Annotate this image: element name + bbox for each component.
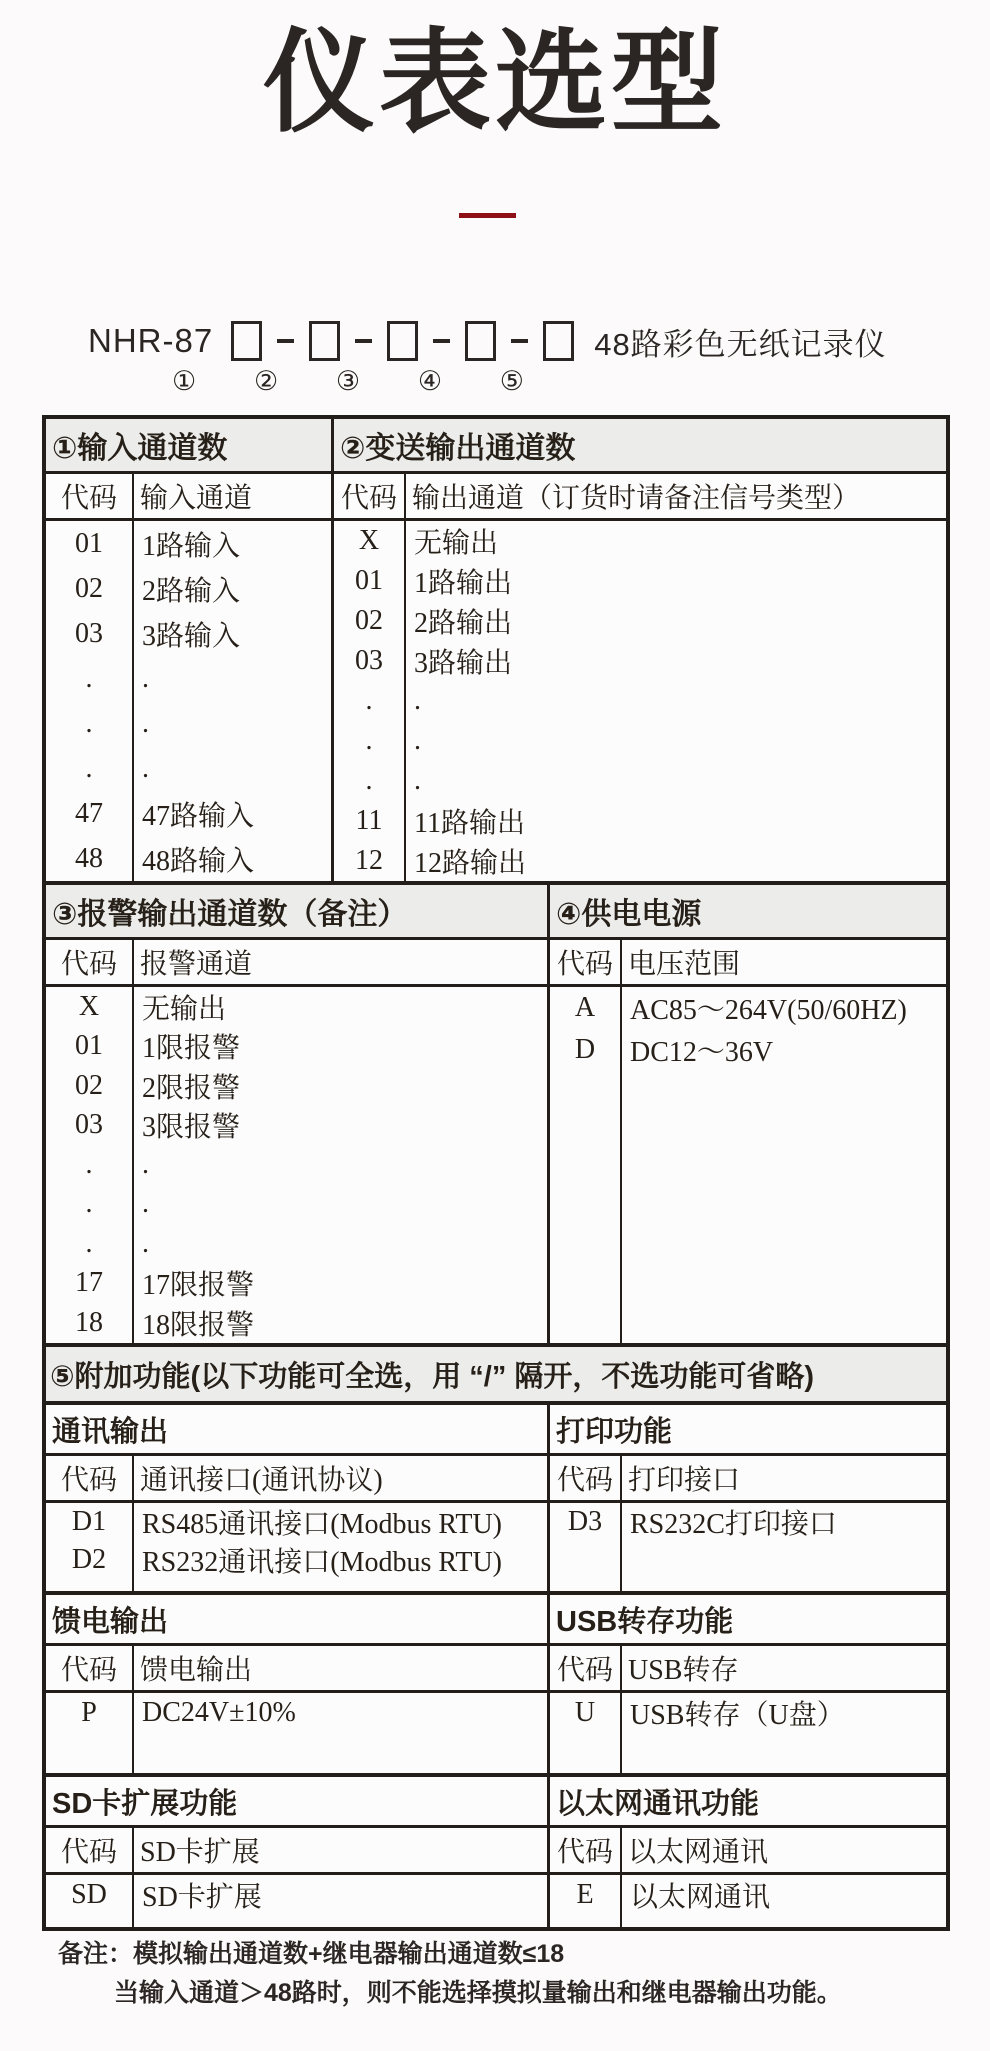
desc-cell: RS485通讯接口(Modbus RTU) xyxy=(142,1509,503,1540)
desc-cell: 无输出 xyxy=(142,993,227,1025)
code-cell: X xyxy=(358,525,380,556)
table-row xyxy=(334,801,946,841)
table-header xyxy=(334,474,946,521)
table-body xyxy=(550,1503,946,1591)
desc-cell: . xyxy=(142,707,149,739)
table-row xyxy=(46,611,331,656)
section-alarm-output-channels xyxy=(46,885,550,1343)
section-title: ①输入通道数 xyxy=(46,419,331,474)
position-marker-3: ③ xyxy=(335,366,361,396)
code-cell: 47 xyxy=(75,797,103,829)
position-markers xyxy=(172,366,524,397)
desc-cell: 2路输出 xyxy=(414,608,513,639)
table-row xyxy=(46,746,331,791)
section-usb-transfer xyxy=(550,1595,946,1773)
section-title: 馈电输出 xyxy=(46,1595,547,1646)
section-feed-output xyxy=(46,1595,550,1773)
table-header xyxy=(550,1646,946,1693)
section-title: ④供电电源 xyxy=(550,885,946,940)
section-title: USB转存功能 xyxy=(550,1595,946,1646)
table-body xyxy=(46,521,331,881)
table-row xyxy=(550,1693,946,1733)
code-cell: 48 xyxy=(75,842,103,874)
desc-cell: 1路输出 xyxy=(414,568,513,599)
table-body xyxy=(46,1875,547,1927)
code-cell: . xyxy=(365,725,373,756)
section-title: 打印功能 xyxy=(550,1405,946,1456)
code-cell: D2 xyxy=(71,1544,107,1575)
header-desc: SD卡扩展 xyxy=(140,1837,260,1868)
desc-cell: 以太网通讯 xyxy=(630,1882,771,1913)
table-row xyxy=(46,1027,547,1067)
desc-cell: . xyxy=(414,685,421,716)
table-row xyxy=(46,521,331,566)
code-cell: 03 xyxy=(355,645,383,676)
desc-cell: 2路输入 xyxy=(142,575,241,607)
desc-cell: 3路输出 xyxy=(414,648,513,679)
section-title: 通讯输出 xyxy=(46,1405,547,1456)
desc-cell: DC24V±10% xyxy=(142,1697,296,1728)
code-cell: 18 xyxy=(75,1306,103,1338)
code-cell: 17 xyxy=(75,1267,103,1299)
header-desc: 输入通道 xyxy=(140,483,253,514)
desc-cell: 3路输入 xyxy=(142,620,241,652)
desc-cell: 11路输出 xyxy=(414,808,525,839)
table-header xyxy=(550,1456,946,1503)
desc-cell: . xyxy=(142,1188,149,1220)
table-body xyxy=(334,521,946,881)
table-header xyxy=(46,1828,547,1875)
model-prefix: NHR-87 xyxy=(88,322,214,359)
table-body xyxy=(550,987,946,1343)
table-row xyxy=(46,1264,547,1304)
header-code: 代码 xyxy=(60,1465,117,1496)
table-row xyxy=(334,641,946,681)
section-sd-card xyxy=(46,1777,550,1927)
code-cell: . xyxy=(85,1188,93,1220)
table-row xyxy=(46,987,547,1027)
dash-separator xyxy=(433,339,450,343)
header-code: 代码 xyxy=(556,949,613,980)
footnotes xyxy=(58,1942,958,2006)
table-header xyxy=(46,1456,547,1503)
code-cell: . xyxy=(85,707,93,739)
code-cell: . xyxy=(85,662,93,694)
table-body xyxy=(550,1875,946,1927)
desc-cell: SD卡扩展 xyxy=(142,1882,262,1913)
section-title: ③报警输出通道数（备注） xyxy=(46,885,547,940)
section-power-supply xyxy=(550,885,946,1343)
dash-separator xyxy=(511,339,528,343)
desc-cell: RS232C打印接口 xyxy=(630,1509,837,1540)
code-cell: . xyxy=(365,765,373,796)
section-ethernet xyxy=(550,1777,946,1927)
header-desc: 通讯接口(通讯协议) xyxy=(140,1465,383,1496)
code-cell: 12 xyxy=(355,845,383,876)
table-row xyxy=(46,1541,547,1579)
section-transmit-output-channels xyxy=(334,419,946,881)
table-row xyxy=(334,681,946,721)
band-feed-usb xyxy=(46,1595,946,1777)
code-cell: D xyxy=(574,1034,596,1065)
desc-cell: DC12～36V xyxy=(630,1037,774,1068)
table-row xyxy=(334,601,946,641)
header-code: 代码 xyxy=(60,949,117,980)
section-input-channels xyxy=(46,419,334,881)
desc-cell: 17限报警 xyxy=(142,1270,255,1302)
table-row xyxy=(550,987,946,1029)
table-body xyxy=(46,1503,547,1591)
model-code-box-1 xyxy=(231,321,262,361)
code-cell: 02 xyxy=(75,572,103,604)
section-print-function xyxy=(550,1405,946,1591)
band-additional-functions-title xyxy=(46,1347,946,1405)
table-row xyxy=(46,1303,547,1343)
band-alarm-power xyxy=(46,885,946,1347)
code-cell: 01 xyxy=(75,1030,103,1062)
desc-cell: USB转存（U盘） xyxy=(630,1700,845,1731)
header-code: 代码 xyxy=(556,1837,613,1868)
page-title: 仪表选型 xyxy=(263,20,727,145)
model-code-box-2 xyxy=(309,321,340,361)
table-row xyxy=(550,1875,946,1915)
table-row xyxy=(46,1224,547,1264)
code-cell: 03 xyxy=(75,617,103,649)
position-marker-2: ② xyxy=(253,366,279,396)
table-row xyxy=(46,566,331,611)
code-cell: SD xyxy=(71,1879,107,1910)
table-row xyxy=(334,841,946,881)
model-description: 48路彩色无纸记录仪 xyxy=(594,326,887,362)
band-sd-ethernet xyxy=(46,1777,946,1927)
header-desc: 输出通道（订货时请备注信号类型） xyxy=(412,483,861,514)
table-header xyxy=(46,474,331,521)
desc-cell: 18限报警 xyxy=(142,1309,255,1341)
header-desc: 报警通道 xyxy=(140,949,253,980)
desc-cell: 48路输入 xyxy=(142,845,255,877)
desc-cell: . xyxy=(142,752,149,784)
footnote-line-1: 备注：模拟输出通道数+继电器输出通道数≤18 xyxy=(58,1940,565,1968)
code-cell: E xyxy=(576,1879,594,1910)
code-cell: . xyxy=(85,1148,93,1180)
table-body xyxy=(550,1693,946,1773)
code-cell: P xyxy=(81,1697,97,1728)
header-code: 代码 xyxy=(60,1837,117,1868)
desc-cell: AC85～264V(50/60HZ) xyxy=(630,995,907,1026)
table-row xyxy=(46,1145,547,1185)
table-row xyxy=(46,656,331,701)
table-row xyxy=(46,791,331,836)
desc-cell: . xyxy=(414,725,421,756)
desc-cell: . xyxy=(414,765,421,796)
header-desc: USB转存 xyxy=(628,1655,739,1686)
code-cell: 03 xyxy=(75,1109,103,1141)
desc-cell: 1路输入 xyxy=(142,530,241,562)
header-desc: 打印接口 xyxy=(628,1465,741,1496)
table-row xyxy=(46,1693,547,1733)
table-row xyxy=(46,701,331,746)
title-underline xyxy=(459,213,516,218)
table-row xyxy=(46,1875,547,1915)
code-cell: U xyxy=(574,1697,596,1728)
header-code: 代码 xyxy=(556,1655,613,1686)
table-header xyxy=(550,940,946,987)
desc-cell: 无输出 xyxy=(414,528,499,559)
header-code: 代码 xyxy=(60,1655,117,1686)
desc-cell: 2限报警 xyxy=(142,1072,241,1104)
model-code-box-4 xyxy=(465,321,496,361)
code-cell: . xyxy=(365,685,373,716)
table-header xyxy=(46,940,547,987)
footnote-line-2: 当输入通道＞48路时，则不能选择摸拟量输出和继电器输出功能。 xyxy=(114,1979,842,2007)
desc-cell: . xyxy=(142,1148,149,1180)
dash-separator xyxy=(355,339,372,343)
table-row xyxy=(550,1029,946,1071)
section-title: ⑤附加功能(以下功能可全选，用 “/” 隔开，不选功能可省略) xyxy=(46,1347,946,1401)
desc-cell: 47路输入 xyxy=(142,800,255,832)
band-comms-print xyxy=(46,1405,946,1595)
model-code-box-5 xyxy=(543,321,574,361)
code-cell: X xyxy=(78,990,100,1022)
table-row xyxy=(46,1066,547,1106)
desc-cell: 12路输出 xyxy=(414,848,527,879)
table-row xyxy=(46,1503,547,1541)
code-cell: 01 xyxy=(75,527,103,559)
table-row xyxy=(334,561,946,601)
band-input-output xyxy=(46,419,946,885)
code-cell: . xyxy=(85,1227,93,1259)
table-row xyxy=(46,1185,547,1225)
table-header xyxy=(46,1646,547,1693)
section-title: SD卡扩展功能 xyxy=(46,1777,547,1828)
table-row xyxy=(334,721,946,761)
table-row xyxy=(46,836,331,881)
desc-cell: . xyxy=(142,1227,149,1259)
header-code: 代码 xyxy=(556,1465,613,1496)
code-cell: 01 xyxy=(355,565,383,596)
desc-cell: RS232通讯接口(Modbus RTU) xyxy=(142,1547,503,1578)
position-marker-4: ④ xyxy=(417,366,443,396)
model-code-box-3 xyxy=(387,321,418,361)
position-marker-1: ① xyxy=(172,366,197,396)
header-desc: 馈电输出 xyxy=(140,1655,253,1686)
desc-cell: . xyxy=(142,662,149,694)
desc-cell: 3限报警 xyxy=(142,1112,241,1144)
table-header xyxy=(550,1828,946,1875)
header-desc: 以太网通讯 xyxy=(628,1837,769,1868)
header-desc: 电压范围 xyxy=(628,949,741,980)
code-cell: D3 xyxy=(567,1506,603,1537)
section-title: ②变送输出通道数 xyxy=(334,419,946,474)
section-title: 以太网通讯功能 xyxy=(550,1777,946,1828)
code-cell: 02 xyxy=(75,1069,103,1101)
dash-separator xyxy=(277,339,294,343)
table-body xyxy=(46,1693,547,1773)
section-communication-output xyxy=(46,1405,550,1591)
desc-cell: 1限报警 xyxy=(142,1033,241,1065)
code-cell: A xyxy=(574,992,596,1023)
code-cell: 11 xyxy=(355,805,383,836)
table-row xyxy=(550,1503,946,1541)
table-row xyxy=(46,1106,547,1146)
header-code: 代码 xyxy=(340,483,397,514)
model-code-line xyxy=(88,316,887,366)
table-row xyxy=(334,521,946,561)
code-cell: D1 xyxy=(71,1506,107,1537)
selection-table xyxy=(42,415,950,1931)
header-code: 代码 xyxy=(60,483,117,514)
position-marker-5: ⑤ xyxy=(499,366,524,396)
code-cell: 02 xyxy=(355,605,383,636)
table-row xyxy=(334,761,946,801)
table-body xyxy=(46,987,547,1343)
code-cell: . xyxy=(85,752,93,784)
